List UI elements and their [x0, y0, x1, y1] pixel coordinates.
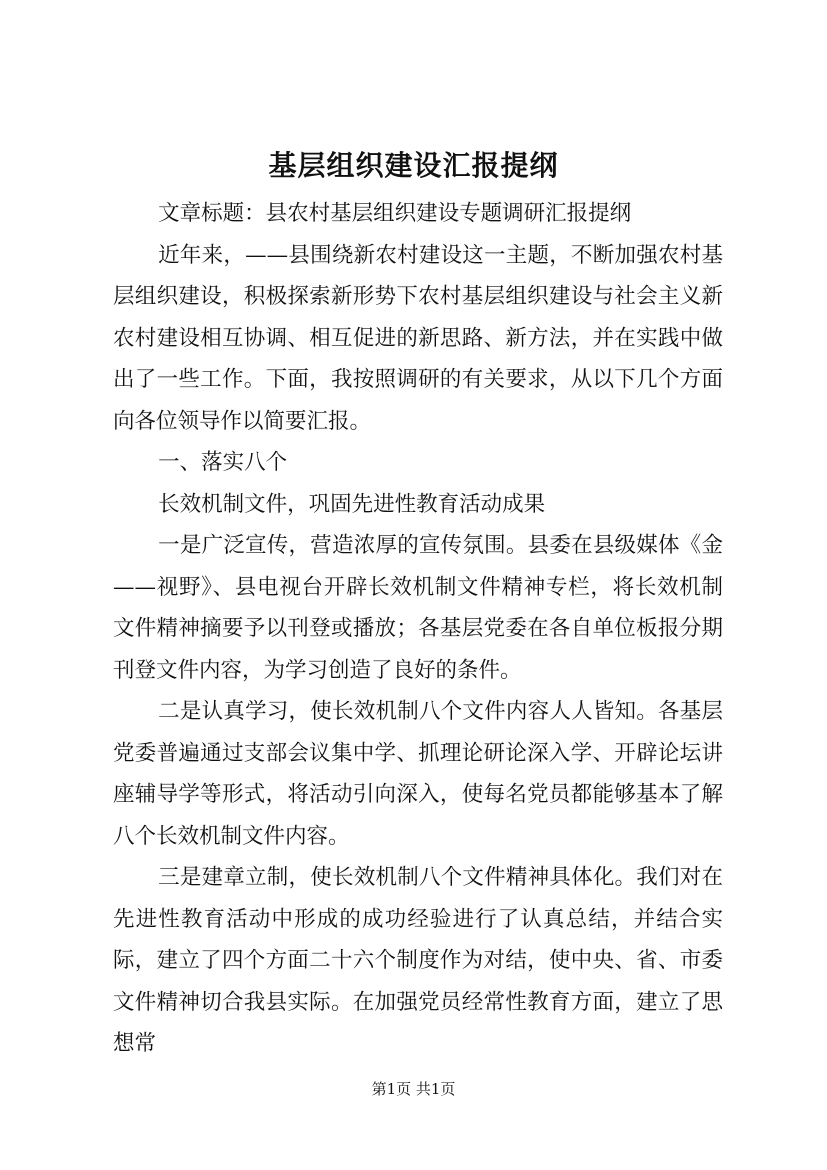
page-number-footer: 第1页 共1页 — [371, 1080, 456, 1098]
body-paragraph: 一是广泛宣传，营造浓厚的宣传氛围。县委在县级媒体《金——视野》、县电视台开辟长效机制文件精神专栏，将长效机制文件精神摘要予以刊登或播放；各基层党委在各自单位板报分期刊登文件内容，为学习创造了良好的条件。 — [113, 533, 723, 683]
body-paragraph: 二是认真学习，使长效机制八个文件内容人人皆知。各基层党委普遍通过支部会议集中学、抓理论研论深入学、开辟论坛讲座辅导学等形式，将活动引向深入，使每名党员都能够基本了解八个长效机制文件内容。 — [113, 699, 723, 849]
document-title: 基层组织建设汇报提纲 — [268, 149, 559, 182]
subtitle-paragraph: 文章标题：县农村基层组织建设专题调研汇报提纲 — [158, 201, 632, 226]
intro-paragraph: 近年来，——县围绕新农村建设这一主题，不断加强农村基层组织建设，积极探索新形势下农村基层组织建设与社会主义新农村建设相互协调、相互促进的新思路、新方法，并在实践中做出了一些工作。下面，我按照调研的有关要求，从以下几个方面向各位领导作以简要汇报。 — [113, 242, 723, 434]
document-body — [113, 193, 723, 1065]
section-heading-continued: 长效机制文件，巩固先进性教育活动成果 — [158, 491, 546, 517]
body-paragraph: 三是建章立制，使长效机制八个文件精神具体化。我们对在先进性教育活动中形成的成功经验进行了认真总结，并结合实际，建立了四个方面二十六个制度作为对结，使中央、省、市委文件精神切合我县实际。在加强党员经常性教育方面，建立了思想常 — [113, 865, 723, 1056]
section-heading: 一、落实八个 — [158, 450, 288, 475]
